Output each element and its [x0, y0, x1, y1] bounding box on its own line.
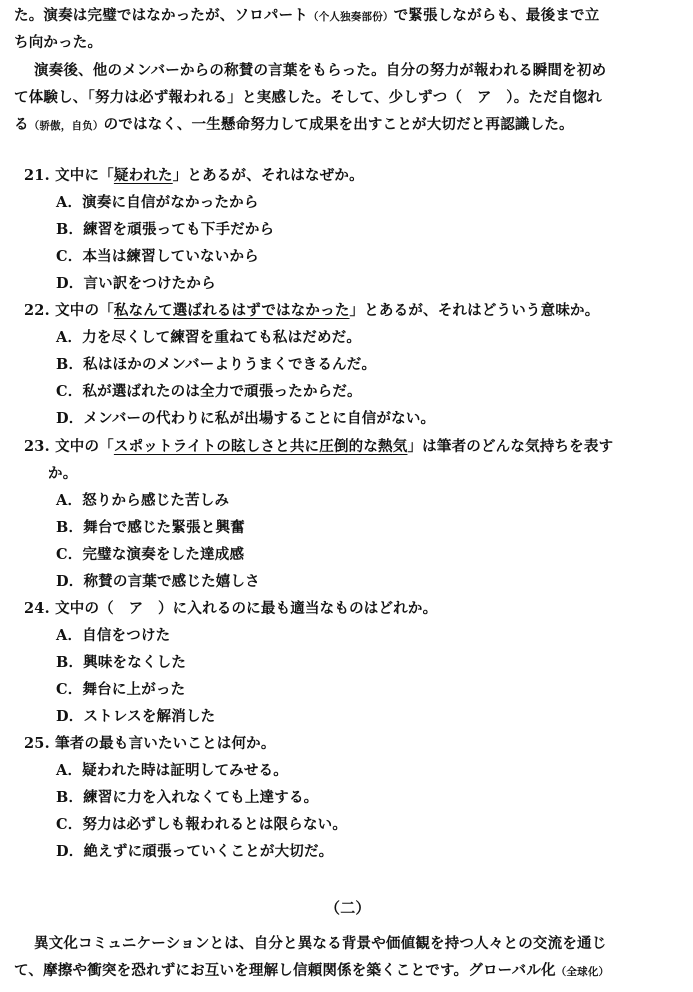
- option-22-b[interactable]: B．私はほかのメンバーよりうまくできるんだ。: [56, 356, 377, 373]
- option-22-a[interactable]: A．力を尽くして練習を重ねても私はだめだ。: [56, 329, 362, 346]
- option-21-c[interactable]: C．本当は練習していないから: [56, 248, 259, 265]
- section-title: （二）: [325, 899, 371, 917]
- option-25-d[interactable]: D．絶えずに頑張っていくことが大切だ。: [56, 843, 334, 860]
- question-number: 21.: [24, 167, 50, 184]
- option-21-a[interactable]: A．演奏に自信がなかったから: [56, 194, 259, 211]
- option-25-b[interactable]: B．練習に力を入れなくても上達する。: [56, 789, 319, 806]
- question-number: 22.: [24, 302, 50, 319]
- question-22: 22. 文中の「私なんて選ばれるはずではなかった」とあるが、それはどういう意味か。: [24, 302, 600, 319]
- option-24-a[interactable]: A．自信をつけた: [56, 627, 171, 644]
- question-24: 24. 文中の（ ア ）に入れるのに最も適当なものはどれか。: [24, 600, 438, 617]
- option-23-c[interactable]: C．完璧な演奏をした達成感: [56, 546, 245, 563]
- question-25: 25. 筆者の最も言いたいことは何か。: [24, 735, 276, 752]
- option-24-b[interactable]: B．興味をなくした: [56, 654, 187, 671]
- section2-line-1: 異文化コミュニケーションとは、自分と異なる背景や価値観を持つ人々との交流を通じ: [34, 935, 607, 952]
- passage-line-2: ち向かった。: [14, 34, 103, 51]
- passage-line-1: た。演奏は完璧ではなかったが、ソロパート（个人独奏部份）で緊張しながらも、最後まで立: [14, 7, 600, 24]
- annotation: （个人独奏部份）: [308, 11, 394, 23]
- option-21-d[interactable]: D．言い訳をつけたから: [56, 275, 216, 292]
- option-25-c[interactable]: C．努力は必ずしも報われるとは限らない。: [56, 816, 348, 833]
- section2-line-2: て、摩擦や衝突を恐れずにお互いを理解し信頼関係を築くことです。グローバル化（全球化）: [14, 962, 610, 979]
- option-22-d[interactable]: D．メンバーの代わりに私が出場することに自信がない。: [56, 410, 436, 427]
- option-23-a[interactable]: A．怒りから感じた苦しみ: [56, 492, 230, 509]
- passage-line-5: る（骄傲，自负）のではなく、一生懸命努力して成果を出すことが大切だと再認識した。: [14, 116, 574, 133]
- question-21: 21. 文中に「疑われた」とあるが、それはなぜか。: [24, 167, 364, 184]
- quoted-phrase: スポットライトの眩しさと共に圧倒的な熱気: [113, 438, 408, 455]
- question-number: 23.: [24, 438, 50, 455]
- question-23-continuation: か。: [48, 465, 78, 482]
- annotation: （全球化）: [555, 966, 610, 978]
- quoted-phrase: 私なんて選ばれるはずではなかった: [113, 302, 350, 319]
- question-number: 25.: [24, 735, 50, 752]
- annotation: （骄傲，自负）: [28, 120, 104, 132]
- option-23-d[interactable]: D．称賛の言葉で感じた嬉しさ: [56, 573, 260, 590]
- option-24-c[interactable]: C．舞台に上がった: [56, 681, 186, 698]
- option-22-c[interactable]: C．私が選ばれたのは全力で頑張ったからだ。: [56, 383, 362, 400]
- question-number: 24.: [24, 600, 50, 617]
- option-23-b[interactable]: B．舞台で感じた緊張と興奮: [56, 519, 245, 536]
- option-21-b[interactable]: B．練習を頑張っても下手だから: [56, 221, 275, 238]
- passage-line-4: て体験し、「努力は必ず報われる」と実感した。そして、少しずつ（ ア ）。ただ自惚れ: [14, 89, 602, 106]
- option-24-d[interactable]: D．ストレスを解消した: [56, 708, 216, 725]
- quoted-phrase: 疑われた: [113, 167, 173, 184]
- question-23: 23. 文中の「スポットライトの眩しさと共に圧倒的な熱気」は筆者のどんな気持ちを表す: [24, 438, 614, 455]
- passage-line-3: 演奏後、他のメンバーからの称賛の言葉をもらった。自分の努力が報われる瞬間を初め: [34, 62, 607, 79]
- option-25-a[interactable]: A．疑われた時は証明してみせる。: [56, 762, 288, 779]
